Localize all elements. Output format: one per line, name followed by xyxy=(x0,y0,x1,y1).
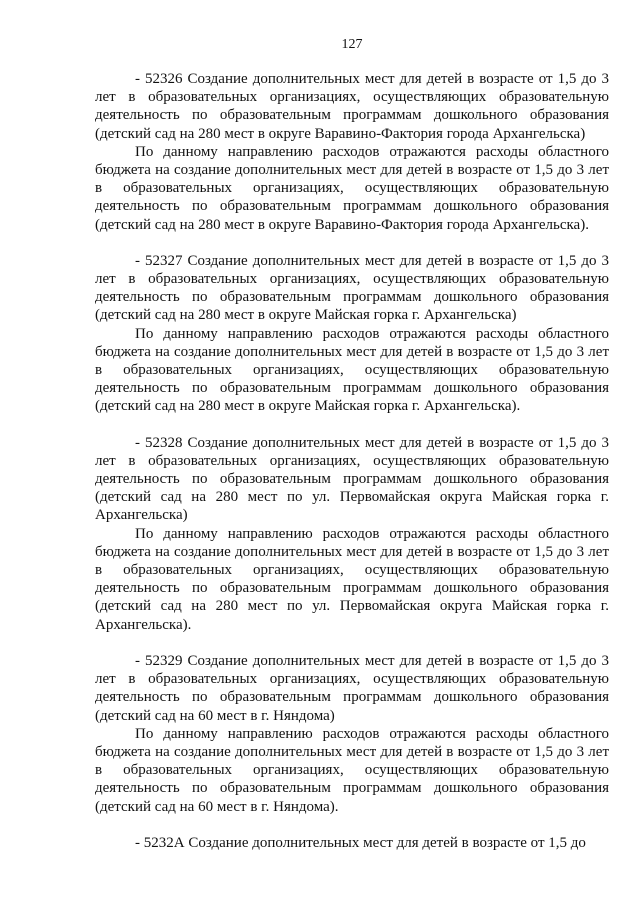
expense-entry-52326 xyxy=(95,70,609,234)
expense-description-paragraph: По данному направлению расходов отражаются расходы областного бюджета на создание дополнительных мест для детей в возрасте от 1,5 до 3 лет в образовательных организациях, осуществляющих образовательную деятельность по образовательным программам дошкольного образования (детский сад на 280 мест в округе Варавино-Фактория города Архангельска). xyxy=(95,143,609,233)
expense-entry-5232a xyxy=(95,834,609,852)
expense-code-paragraph: - 52329 Создание дополнительных мест для детей в возрасте от 1,5 до 3 лет в образовательных организациях, осуществляющих образовательную деятельность по образовательным программам дошкольного образования (детский сад на 60 мест в г. Няндома) xyxy=(95,652,609,724)
expense-entry-52328 xyxy=(95,434,609,634)
document-page xyxy=(95,36,609,896)
expense-description-paragraph: По данному направлению расходов отражаются расходы областного бюджета на создание дополнительных мест для детей в возрасте от 1,5 до 3 лет в образовательных организациях, осуществляющих образовательную деятельность по образовательным программам дошкольного образования (детский сад на 280 мест по ул. Первомайская округа Майская горка г. Архангельска). xyxy=(95,525,609,633)
expense-code-paragraph: - 52328 Создание дополнительных мест для детей в возрасте от 1,5 до 3 лет в образовательных организациях, осуществляющих образовательную деятельность по образовательным программам дошкольного образования (детский сад на 280 мест по ул. Первомайская округа Майская горка г. Архангельска) xyxy=(95,434,609,524)
expense-entry-52329 xyxy=(95,652,609,816)
expense-code-paragraph-partial: - 5232А Создание дополнительных мест для детей в возрасте от 1,5 до xyxy=(135,834,586,851)
expense-description-paragraph: По данному направлению расходов отражаются расходы областного бюджета на создание дополнительных мест для детей в возрасте от 1,5 до 3 лет в образовательных организациях, осуществляющих образовательную деятельность по образовательным программам дошкольного образования (детский сад на 280 мест в округе Майская горка г. Архангельска). xyxy=(95,325,609,415)
page-number: 127 xyxy=(341,37,363,52)
expense-code-paragraph: - 52327 Создание дополнительных мест для детей в возрасте от 1,5 до 3 лет в образовательных организациях, осуществляющих образовательную деятельность по образовательным программам дошкольного образования (детский сад на 280 мест в округе Майская горка г. Архангельска) xyxy=(95,252,609,324)
expense-entry-52327 xyxy=(95,252,609,416)
expense-description-paragraph: По данному направлению расходов отражаются расходы областного бюджета на создание дополнительных мест для детей в возрасте от 1,5 до 3 лет в образовательных организациях, осуществляющих образовательную деятельность по образовательным программам дошкольного образования (детский сад на 60 мест в г. Няндома). xyxy=(95,725,609,815)
expense-code-paragraph: - 52326 Создание дополнительных мест для детей в возрасте от 1,5 до 3 лет в образовательных организациях, осуществляющих образовательную деятельность по образовательным программам дошкольного образования (детский сад на 280 мест в округе Варавино-Фактория города Архангельска) xyxy=(95,71,609,142)
